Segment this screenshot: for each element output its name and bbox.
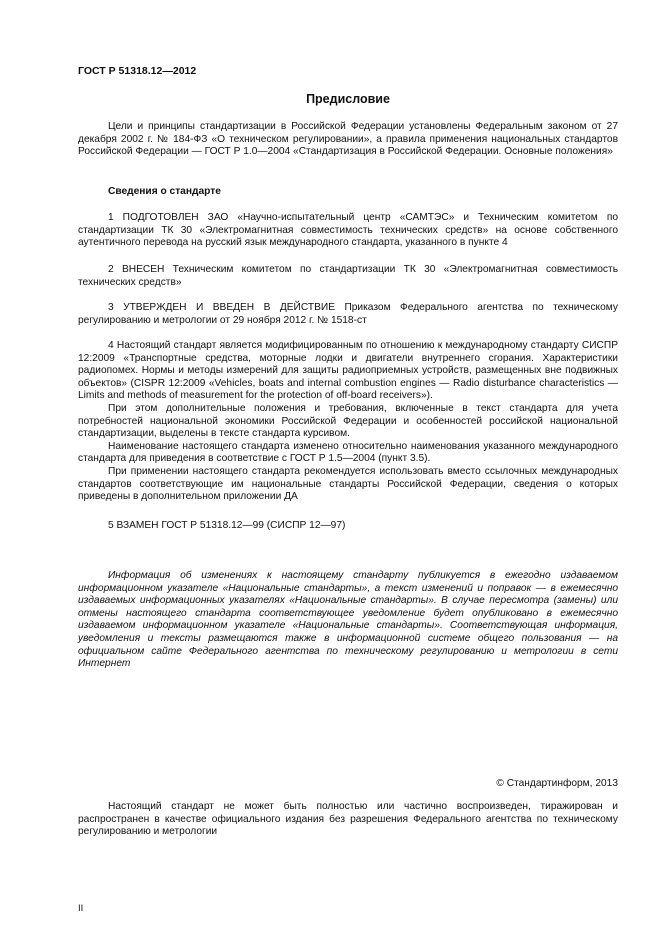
item-3-block (78, 302, 618, 327)
intro-paragraph: Цели и принципы стандартизации в Российской Федерации установлены Федеральным законом от 27 декабря 2002 г. № 184-ФЗ «О техническом регулировании», а правила применения национальных стандартов Российской Федерации — ГОСТ Р 1.0—2004 «Стандартизация в Российской Федерации. Основные положения» (78, 121, 618, 158)
item-4-main: 4 Настоящий стандарт является модифицированным по отношению к международному стандарту СИСПР 12:2009 «Транспортные средства, моторные лодки и двигатели внутреннего сгорания. Характеристики радиопомех. Нормы и методы измерений для защиты радиоприемных устройств, размещенных вне подвижных объектов» (CISPR 12:2009 «Vehicles, boats and internal combustion engines — Radio disturbance characteristics — Limits and methods of measurement for the protection of off-board receivers»). (78, 340, 618, 402)
legal-block (78, 801, 618, 839)
section-heading: Сведения о стандарте (108, 186, 221, 197)
item-4-block (78, 340, 618, 504)
page-number: II (78, 903, 84, 914)
item-3: 3 УТВЕРЖДЕН И ВВЕДЕН В ДЕЙСТВИЕ Приказом Федерального агентства по техническому регулированию и метрологии от 29 ноября 2012 г. № 1518-ст (78, 302, 618, 326)
item-4-additions: При этом дополнительные положения и требования, включенные в текст стандарта для учета потребностей национальной экономики Российской Федерации и особенностей российской национальной стандартизации, выделены в тексте стандарта курсивом. (78, 402, 618, 440)
info-notice-block (78, 570, 618, 671)
item-5-block (78, 520, 618, 533)
item-1: 1 ПОДГОТОВЛЕН ЗАО «Научно-испытательный центр «САМТЭС» и Техническим комитетом по стандартизации ТК 30 «Электромагнитная совместимость технических средств» на основе собственного аутентичного перевода на русский язык международного стандарта, указанного в пункте 4 (78, 212, 618, 249)
document-id: ГОСТ Р 51318.12—2012 (78, 65, 197, 77)
info-notice: Информация об изменениях к настоящему стандарту публикуется в ежегодно издаваемом информационном указателе «Национальные стандарты», а текст изменений и поправок — в ежемесячно издаваемых информационных указателях «Национальные стандарты». В случае пересмотра (замены) или отмены настоящего стандарта соответствующее уведомление будет опубликовано в ежемесячно издаваемом информационном указателе «Национальные стандарты». Соответствующая информация, уведомления и тексты размещаются также в информационной системе общего пользования — на официальном сайте Федерального агентства по техническому регулированию и метрологии в сети Интернет (78, 570, 618, 670)
item-2: 2 ВНЕСЕН Техническим комитетом по стандартизации ТК 30 «Электромагнитная совместимость технических средств» (78, 264, 618, 288)
item-5: 5 ВЗАМЕН ГОСТ Р 51318.12—99 (СИСПР 12—97) (108, 520, 346, 531)
item-4-title-change: Наименование настоящего стандарта изменено относительно наименования указанного международного стандарта для приведения в соответствие с ГОСТ Р 1.5—2004 (пункт 3.5). (78, 440, 618, 465)
intro-block (78, 121, 618, 159)
item-1-block (78, 212, 618, 250)
copyright: © Стандартинформ, 2013 (496, 778, 618, 789)
page-title: Предисловие (306, 92, 390, 106)
item-2-block (78, 264, 618, 289)
legal-notice: Настоящий стандарт не может быть полностью или частично воспроизведен, тиражирован и распространен в качестве официального издания без разрешения Федерального агентства по техническому регулированию и метрологии (78, 801, 618, 838)
section-heading-block (78, 186, 618, 199)
item-4-references: При применении настоящего стандарта рекомендуется использовать вместо ссылочных международных стандартов соответствующие им национальные стандарты Российской Федерации, сведения о которых приведены в дополнительном приложении ДА (78, 465, 618, 503)
